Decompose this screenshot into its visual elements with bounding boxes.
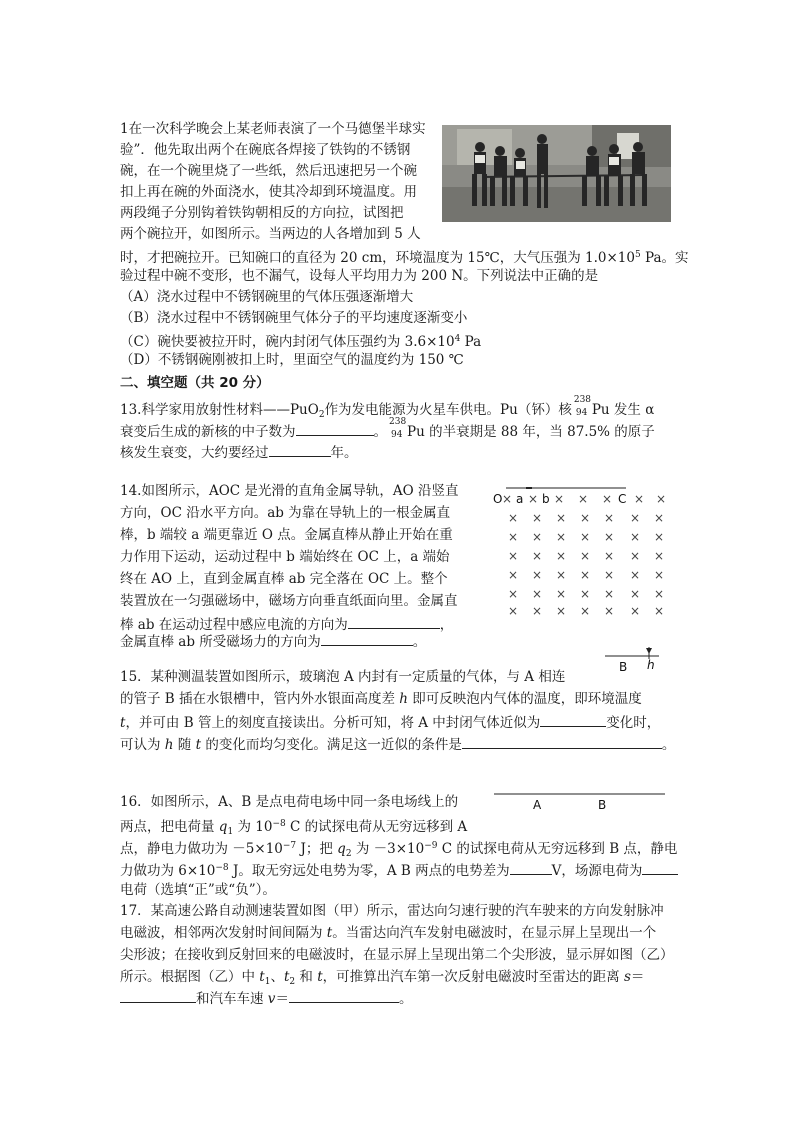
field-mark: × (532, 587, 543, 601)
q13-nuclide-1 (572, 395, 592, 418)
field-mark: × (604, 604, 615, 618)
q16-sub-2: 2 (345, 849, 352, 859)
q17-text-d: 、 (270, 969, 284, 985)
q16-answer-blank-1[interactable] (510, 859, 552, 875)
q13-sub: 2 (318, 410, 325, 420)
field-line (494, 793, 666, 815)
section-title: 二、填空题（共 20 分） (120, 375, 270, 391)
field-mark: × (528, 492, 539, 506)
q15-text-g: 的变化而均匀变化。满足这一近似的条件是 (201, 737, 462, 753)
q15-line-1: 15．某种测温装置如图所示，玻璃泡 A 内封有一定质量的气体，与 A 相连 (120, 669, 566, 685)
field-mark: × (654, 511, 665, 525)
q15-line-3 (120, 711, 660, 733)
q17-text-j: 。 (398, 991, 413, 1007)
field-mark: × (532, 530, 543, 544)
q16-text-j: V，场源电荷为 (551, 863, 643, 879)
field-mark: × (554, 492, 565, 506)
q17-text-h: 和汽车车速 (196, 991, 268, 1007)
q14-line-4: 力作用下运动，运动过程中 b 端始终在 OC 上，a 端始 (120, 549, 450, 565)
q17-line-1: 17．某高速公路自动测速装置如图（甲）所示，雷达向匀速行驶的汽车驶来的方向发射脉冲 (120, 903, 664, 919)
q1-option-c-exponent: 4 (454, 334, 461, 344)
q1-option-b: （B）浇水过程中不锈钢碗里气体分子的平均速度逐渐变小 (120, 310, 468, 326)
q15-line-4 (120, 733, 675, 755)
q17-text-a: 电磁波，相邻两次发射时间间隔为 (120, 925, 327, 941)
q13-atomic-number-1: 94 (575, 408, 588, 418)
q1-line-7 (120, 245, 689, 268)
field-mark: × (630, 604, 641, 618)
q13-text-d: 衰变后生成的新核的中子数为 (120, 424, 296, 440)
q16-exponent-3: −9 (424, 841, 438, 851)
q15-line-2 (120, 689, 642, 709)
q1-line-1: 1在一次科学晚会上某老师表演了一个马德堡半球实 (120, 121, 426, 137)
label-b: B (619, 660, 628, 674)
field-mark: × (532, 511, 543, 525)
field-mark: × (654, 604, 665, 618)
field-mark: × (630, 549, 641, 563)
q17-text-b: 。当雷达向汽车发射电磁波时，在显示屏上呈现出一个 (332, 925, 657, 941)
q15-text-d: 变化时， (606, 715, 661, 731)
q1-line-6: 两个碗拉开，如图所示。当两边的人各增加到 5 人 (120, 226, 421, 242)
q17-var-v: v (267, 991, 276, 1007)
field-mark: × (602, 492, 613, 506)
q1-option-a: （A）浇水过程中不锈钢碗里的气体压强逐渐增大 (120, 289, 414, 305)
field-mark: × (532, 568, 543, 582)
q16-text-f: 为 －3×10 (351, 841, 425, 857)
field-mark: × (630, 530, 641, 544)
q13-text-a: 13.科学家用放射性材料——PuO (120, 402, 319, 418)
field-mark: × (656, 492, 667, 506)
q14-line-2: 方向，OC 沿水平方向。ab 为靠在导轨上的一根金属直 (120, 505, 451, 521)
q13-text-g: 核发生衰变，大约要经过 (120, 445, 269, 461)
q17-line-3: 尖形波；在接收到反射回来的电磁波时，在显示屏上呈现出第二个尖形波，显示屏如图（乙） (120, 947, 674, 963)
q17-var-t: t (259, 969, 265, 985)
q1-line-4: 扣上再在碗的外面浇水，使其冷却到环境温度。用 (120, 184, 417, 200)
q15-answer-blank-2[interactable] (462, 733, 662, 749)
q1-line-7-tail: Pa。实 (640, 250, 689, 266)
q14-answer-blank-1[interactable] (348, 613, 440, 629)
q14-line-5: 终在 AO 上，直到金属直棒 ab 完全落在 OC 上。整个 (120, 571, 448, 587)
label-h: h (647, 658, 655, 672)
q13-line-3 (120, 441, 358, 463)
field-mark: × (604, 530, 615, 544)
q17-var-t: t (283, 969, 290, 985)
field-mark: × (556, 511, 567, 525)
q13-text-e: 。 (373, 424, 387, 440)
q15-text-f: 随 (173, 737, 196, 753)
label-c: C (618, 492, 627, 506)
field-mark: × (654, 568, 665, 582)
q16-text-g: C 的试探电荷从无穷远移到 B 点，静电 (437, 841, 678, 857)
field-mark: × (532, 604, 543, 618)
q15-var-h: h (164, 737, 174, 753)
field-mark: × (654, 549, 665, 563)
q15-answer-blank-1[interactable] (540, 711, 606, 727)
q16-answer-blank-2[interactable] (642, 859, 678, 875)
field-line-figure (494, 793, 666, 815)
q16-text-h: 力做功为 6×10 (120, 863, 216, 879)
field-mark: × (508, 568, 519, 582)
q16-exponent-4: −8 (215, 863, 229, 873)
q17-text-c: 所示。根据图（乙）中 (120, 969, 260, 985)
q15-text-a: 的管子 B 插在水银槽中，管内外水银面高度差 (120, 691, 400, 707)
field-mark: × (580, 530, 591, 544)
q15-var-t: t (195, 737, 202, 753)
q16-text-c: C 的试探电荷从无穷远移到 A (285, 819, 468, 835)
field-mark: × (604, 549, 615, 563)
q15-var-t: t (120, 715, 126, 731)
field-mark: × (502, 492, 513, 506)
q13-atomic-number-2: 94 (391, 430, 403, 440)
q14-text-b: ， (439, 617, 454, 633)
q17-var-t: t (326, 925, 333, 941)
field-mark: × (580, 511, 591, 525)
q17-answer-blank-2[interactable] (289, 987, 399, 1003)
field-mark: × (556, 549, 567, 563)
field-mark: × (556, 587, 567, 601)
label-b: b (542, 492, 550, 506)
q16-line-5: 电荷（选填“正”或“负”）。 (120, 882, 276, 898)
field-mark: × (578, 492, 589, 506)
field-mark: × (532, 549, 543, 563)
q13-text-c: Pu 发生 α (591, 402, 655, 418)
magnetic-field-figure (492, 484, 676, 624)
q17-var-s: s (623, 969, 631, 985)
q13-line-2 (120, 417, 655, 442)
label-b: B (598, 798, 607, 812)
q16-sub-1: 1 (227, 827, 234, 837)
q17-var-t: t (317, 969, 323, 985)
field-mark: × (556, 604, 567, 618)
q13-mass-number-2: 238 (389, 417, 407, 427)
q16-exponent-1: −8 (272, 819, 286, 829)
q14-line-6: 装置放在一匀强磁场中，磁场方向垂直纸面向里。金属直 (120, 593, 458, 609)
field-mark: × (580, 604, 591, 618)
q14-line-8 (120, 630, 426, 652)
q14-line-3: 棒，b 端较 a 端更靠近 O 点。金属直棒从静止开始在重 (120, 527, 453, 543)
field-mark: × (604, 587, 615, 601)
q15-text-c: ，并可由 B 管上的刻度直接读出。分析可知，将 A 中封闭气体近似为 (125, 715, 541, 731)
field-mark: × (508, 604, 519, 618)
field-mark: × (604, 568, 615, 582)
field-mark: × (604, 511, 615, 525)
q17-sub-1: 1 (264, 977, 271, 987)
q1-line-3: 碗，在一个碗里烧了一些纸，然后迅速把另一个碗 (120, 163, 417, 179)
field-mark: × (580, 549, 591, 563)
q15-text-h: 。 (661, 737, 676, 753)
q16-var-q: q (218, 819, 228, 835)
label-a: a (516, 492, 524, 506)
q15-text-b: 即可反映泡内气体的温度，即环境温度 (408, 691, 642, 707)
q1-option-c-text: （C）碗快要被拉开时，碗内封闭气体压强约为 3.6×10 (120, 334, 455, 350)
q1-line-8: 验过程中碗不变形，也不漏气，设每人平均用力为 200 N。下列说法中正确的是 (120, 268, 599, 284)
field-mark: × (508, 587, 519, 601)
q17-text-i: ＝ (275, 991, 289, 1007)
q17-answer-blank-1[interactable] (120, 987, 196, 1003)
q16-text-a: 两点，把电荷量 (120, 819, 219, 835)
q17-line-2 (120, 923, 656, 943)
q1-option-c-tail: Pa (460, 334, 482, 350)
q13-nuclide-2 (387, 417, 407, 440)
field-mark: × (630, 568, 641, 582)
mercury-trough-lines (605, 645, 665, 675)
field-mark: × (630, 511, 641, 525)
tug-of-war-photo (442, 125, 671, 222)
q1-line-7-exponent: 5 (634, 250, 641, 260)
q15-var-h: h (399, 691, 408, 707)
q17-text-g: ＝ (630, 969, 645, 985)
q13-text-h: 年。 (330, 445, 358, 461)
label-a: A (533, 798, 542, 812)
field-mark: × (580, 587, 591, 601)
q1-line-7-text: 时，才把碗拉开。已知碗口的直径为 20 cm，环境温度为 15℃，大气压强为 1.0×10 (120, 250, 635, 266)
q13-mass-number-1: 238 (573, 395, 592, 405)
q1-option-d: （D）不锈钢碗刚被扣上时，里面空气的温度约为 150 ℃ (120, 352, 464, 368)
q14-text-a: 棒 ab 在运动过程中感应电流的方向为 (120, 617, 348, 633)
field-mark: × (508, 549, 519, 563)
label-o: O (493, 492, 503, 506)
field-mark: × (556, 530, 567, 544)
q13-text-f: Pu 的半衰期是 88 年，当 87.5% 的原子 (407, 424, 655, 440)
q16-text-d: 点，静电力做功为 －5×10 (120, 841, 283, 857)
q16-line-4 (120, 858, 678, 881)
q15-text-e: 可认为 (120, 737, 165, 753)
q1-line-5: 两段绳子分别钩着铁钩朝相反的方向拉，试图把 (120, 205, 404, 221)
q14-text-d: 。 (412, 634, 427, 650)
q13-answer-blank-1[interactable] (296, 420, 374, 436)
q16-text-b: 为 10 (233, 819, 273, 835)
q14-answer-blank-2[interactable] (321, 630, 413, 646)
q1-line-2: 验”．他先取出两个在碗底各焊接了铁钩的不锈钢 (120, 142, 411, 158)
q16-text-e: J；把 (296, 841, 338, 857)
field-mark: × (630, 587, 641, 601)
field-mark: × (654, 530, 665, 544)
field-mark: × (508, 511, 519, 525)
field-mark: × (508, 530, 519, 544)
q16-var-q: q (337, 841, 346, 857)
q17-text-e: 和 (295, 969, 318, 985)
q1-option-c (120, 329, 481, 352)
q16-exponent-2: −7 (282, 841, 297, 851)
q13-answer-blank-2[interactable] (269, 441, 331, 457)
q14-text-c: 金属直棒 ab 所受磁场力的方向为 (120, 634, 321, 650)
thermometer-figure (605, 645, 665, 675)
field-mark: × (634, 492, 645, 506)
q17-sub-2: 2 (289, 977, 296, 987)
field-mark: × (556, 568, 567, 582)
q17-text-f: ，可推算出汽车第一次反射电磁波时至雷达的距离 (322, 969, 624, 985)
q16-text-i: J。取无穷远处电势为零，A B 两点的电势差为 (228, 863, 510, 879)
q16-line-1: 16．如图所示，A、B 是点电荷电场中同一条电场线上的 (120, 794, 459, 810)
field-mark: × (580, 568, 591, 582)
q17-line-5 (120, 987, 412, 1009)
q14-line-1: 14.如图所示，AOC 是光滑的直角金属导轨，AO 沿竖直 (120, 483, 459, 499)
q13-text-b: 作为发电能源为火星车供电。Pu（钚）核 (324, 402, 572, 418)
field-mark: × (654, 587, 665, 601)
